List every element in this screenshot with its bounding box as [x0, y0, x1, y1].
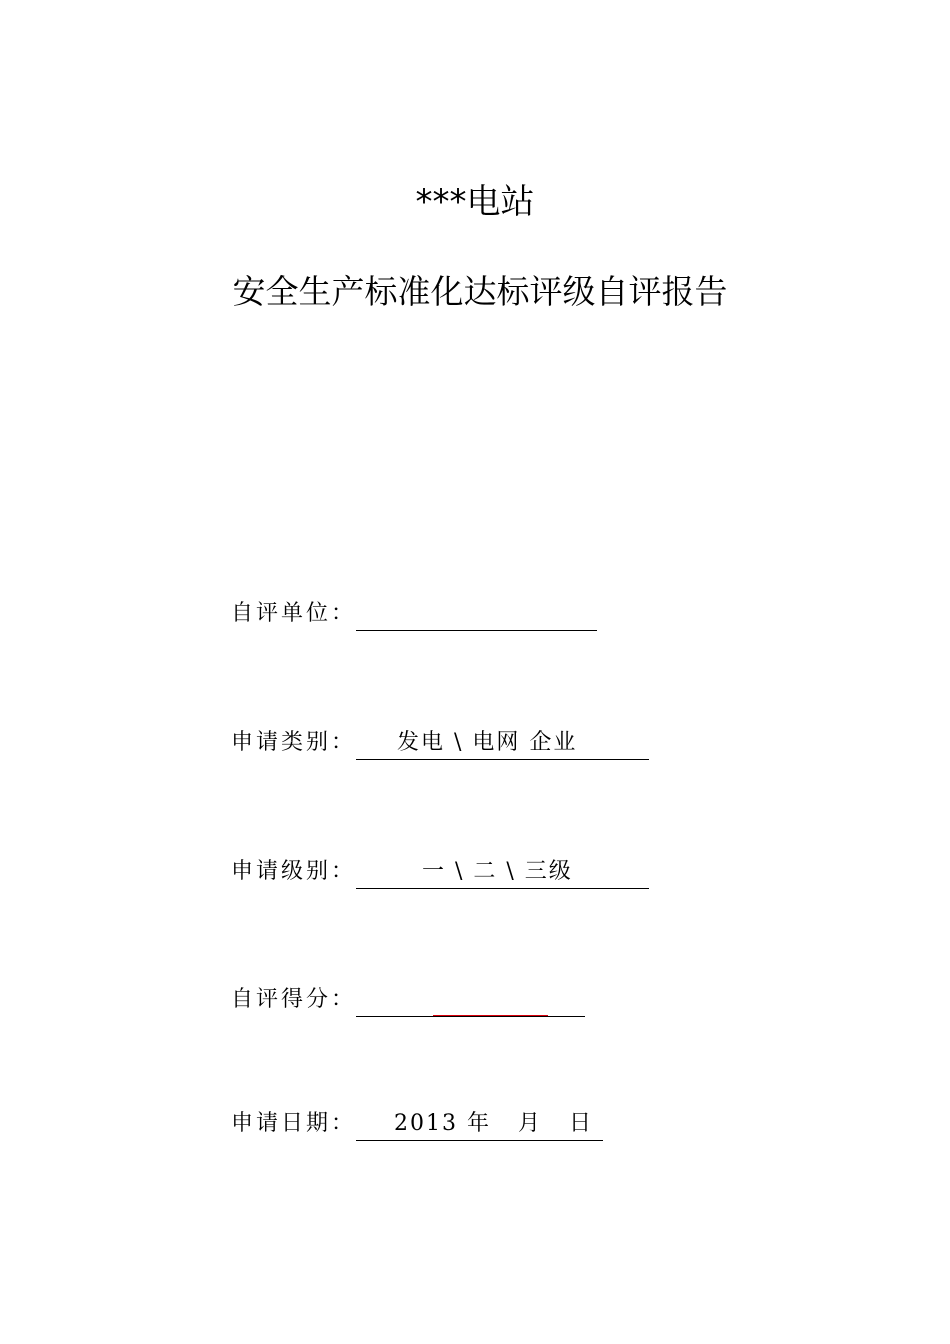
document-title: ***电站 — [415, 182, 535, 222]
field-value: 发电 \ 电网 企业 — [397, 730, 578, 755]
field-label: 申请级别： — [231, 859, 357, 884]
field-value: 2013 年 月 日 — [394, 1111, 593, 1136]
fill-in-underline — [356, 597, 597, 631]
field-label: 自评得分： — [231, 987, 357, 1012]
field-label: 自评单位： — [231, 601, 357, 626]
document-subtitle: 安全生产标准化达标评级自评报告 — [232, 272, 728, 311]
fill-in-underline — [356, 983, 585, 1017]
field-label: 申请日期： — [231, 1111, 357, 1136]
field-label: 申请类别： — [231, 730, 357, 755]
field-value: 一 \ 二 \ 三级 — [422, 859, 573, 884]
highlight-underline — [433, 1015, 548, 1016]
